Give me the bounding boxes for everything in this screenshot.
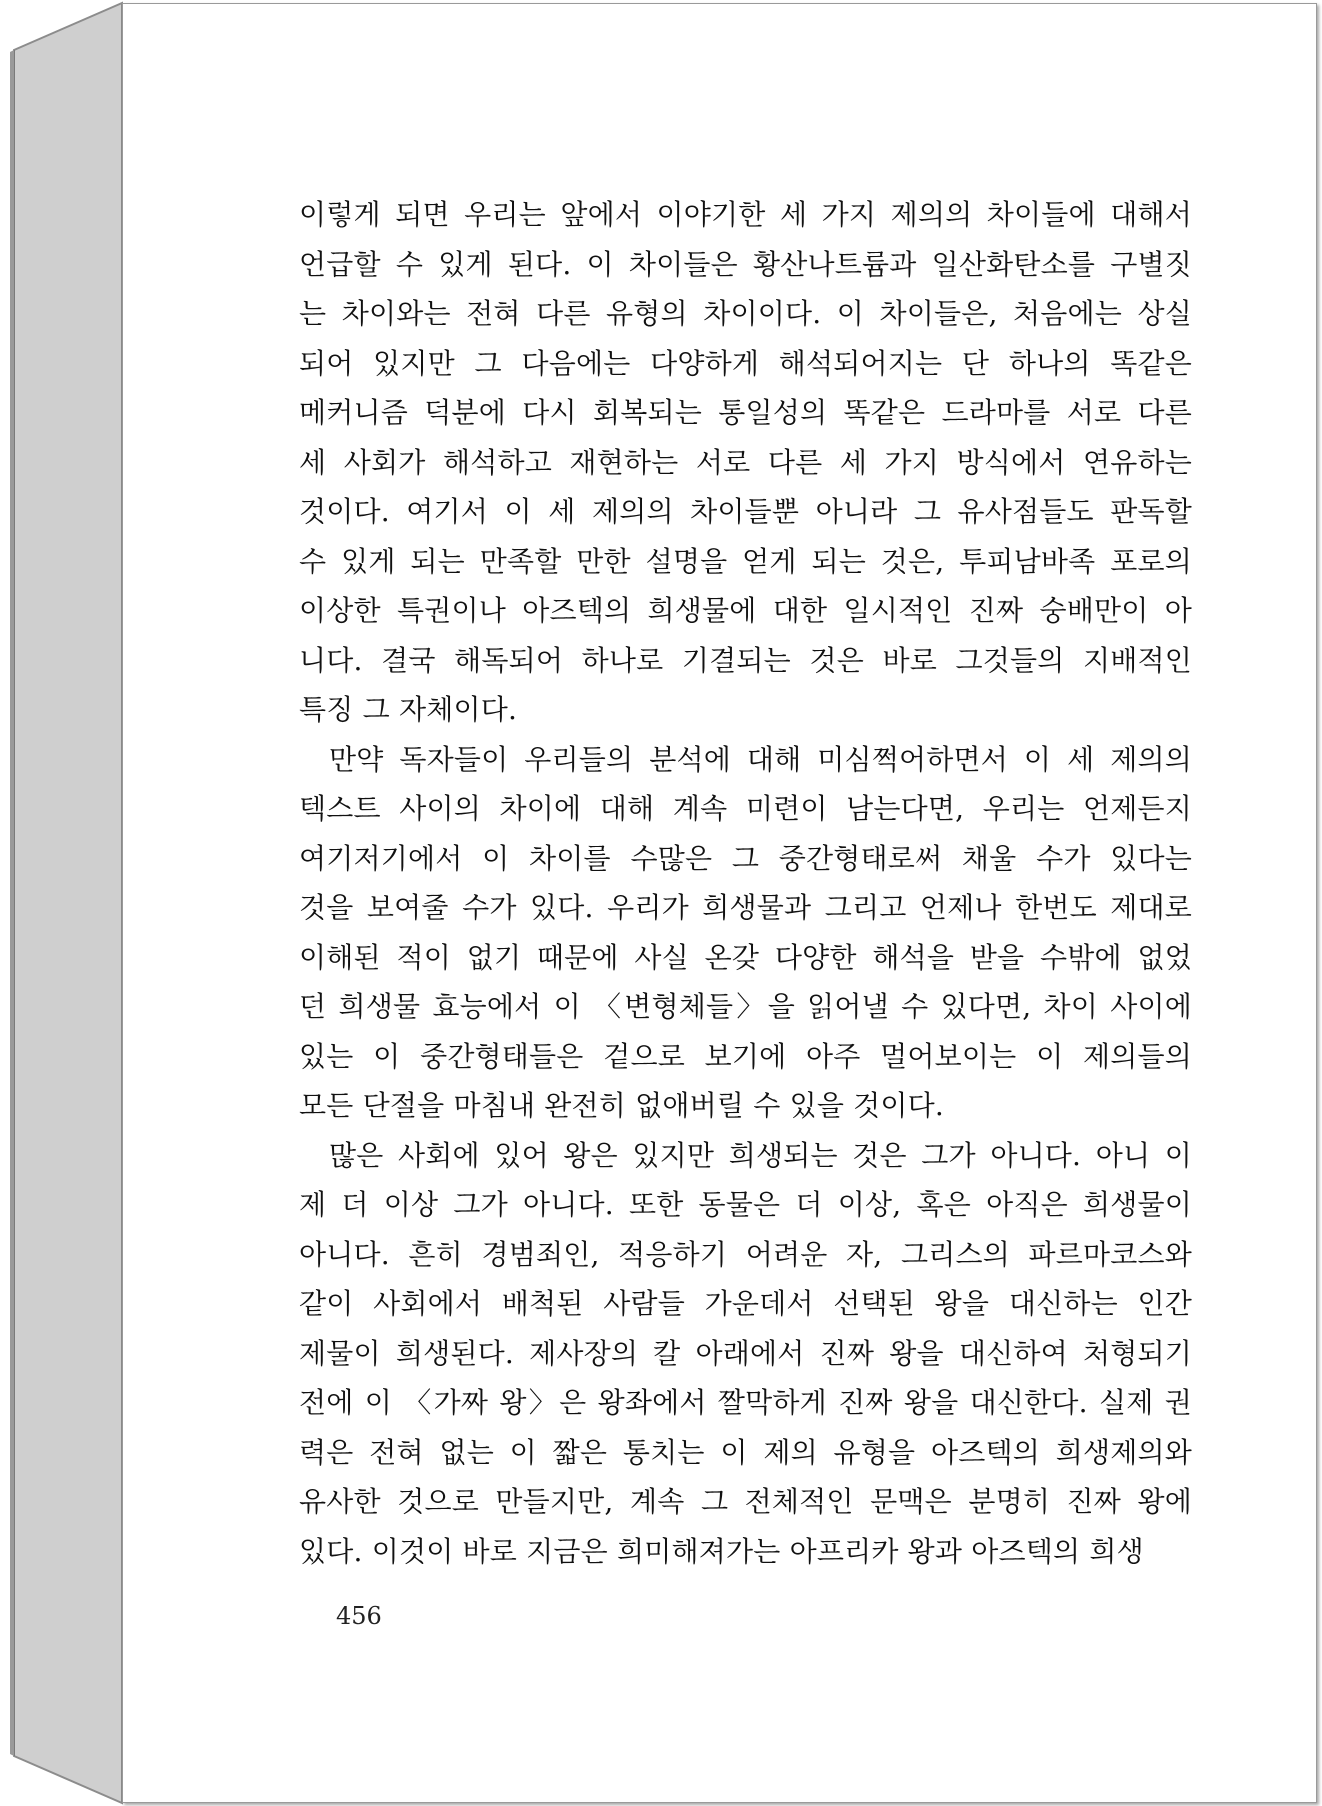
paragraph [299,1131,1192,1577]
text-line: 있는 이 중간형태들은 겉으로 보기에 아주 멀어보이는 이 제의들의 [299,1039,1192,1073]
text-line: 모든 단절을 마침내 완전히 없애버릴 수 있을 것이다. [299,1089,945,1122]
text-line: 같이 사회에서 배척된 사람들 가운데서 선택된 왕을 대신하는 인간 [299,1287,1192,1320]
text-line: 니다. 결국 해독되어 하나로 기결되는 것은 바로 그것들의 지배적인 [299,643,1192,677]
text-line: 이해된 적이 없기 때문에 사실 온갖 다양한 해석을 받을 수밖에 없었 [299,940,1192,974]
text-line: 이상한 특권이나 아즈텍의 희생물에 대한 일시적인 진짜 숭배만이 아 [299,594,1192,627]
text-line: 있다. 이것이 바로 지금은 희미해져가는 아프리카 왕과 아즈텍의 희생 [299,1534,1144,1568]
text-line: 것을 보여줄 수가 있다. 우리가 희생물과 그리고 언제나 한번도 제대로 [299,891,1192,924]
book-spine [0,0,130,1806]
text-line: 언급할 수 있게 된다. 이 차이들은 황산나트륨과 일산화탄소를 구별짓 [299,247,1192,281]
book-page [122,3,1317,1803]
text-line: 세 사회가 해석하고 재현하는 서로 다른 세 가지 방식에서 연유하는 [299,445,1192,479]
text-line: 아니다. 흔히 경범죄인, 적응하기 어려운 자, 그리스의 파르마코스와 [299,1237,1192,1271]
text-line: 력은 전혀 없는 이 짧은 통치는 이 제의 유형을 아즈텍의 희생제의와 [299,1435,1192,1469]
text-line: 던 희생물 효능에서 이 〈변형체들〉을 읽어낼 수 있다면, 차이 사이에 [299,990,1192,1023]
text-line: 텍스트 사이의 차이에 대해 계속 미련이 남는다면, 우리는 언제든지 [299,792,1192,825]
text-line: 제 더 이상 그가 아니다. 또한 동물은 더 이상, 혹은 아직은 희생물이 [299,1188,1192,1221]
page-number: 456 [336,1602,382,1630]
text-line: 유사한 것으로 만들지만, 계속 그 전체적인 문맥은 분명히 진짜 왕에 [299,1485,1192,1518]
text-line: 여기저기에서 이 차이를 수많은 그 중간형태로써 채울 수가 있다는 [299,841,1192,875]
text-line: 전에 이 〈가짜 왕〉은 왕좌에서 짤막하게 진짜 왕을 대신한다. 실제 권 [299,1386,1192,1419]
text-line: 것이다. 여기서 이 세 제의의 차이들뿐 아니라 그 유사점들도 판독할 [299,495,1192,528]
text-line: 는 차이와는 전혀 다른 유형의 차이이다. 이 차이들은, 처음에는 상실 [299,297,1192,330]
text-line: 많은 사회에 있어 왕은 있지만 희생되는 것은 그가 아니다. 아니 이 [329,1138,1192,1172]
text-line: 특징 그 자체이다. [299,693,518,726]
paragraph [299,735,1192,1131]
text-line: 제물이 희생된다. 제사장의 칼 아래에서 진짜 왕을 대신하여 처형되기 [299,1336,1192,1370]
text-line: 만약 독자들이 우리들의 분석에 대해 미심쩍어하면서 이 세 제의의 [329,742,1192,776]
paragraph [299,190,1192,735]
text-line: 이렇게 되면 우리는 앞에서 이야기한 세 가지 제의의 차이들에 대해서 [299,198,1192,231]
text-line: 되어 있지만 그 다음에는 다양하게 해석되어지는 단 하나의 똑같은 [299,346,1192,380]
text-line: 수 있게 되는 만족할 만한 설명을 얻게 되는 것은, 투피남바족 포로의 [299,544,1192,578]
page-text [299,190,1192,1576]
text-line: 메커니즘 덕분에 다시 회복되는 통일성의 똑같은 드라마를 서로 다른 [299,396,1192,429]
